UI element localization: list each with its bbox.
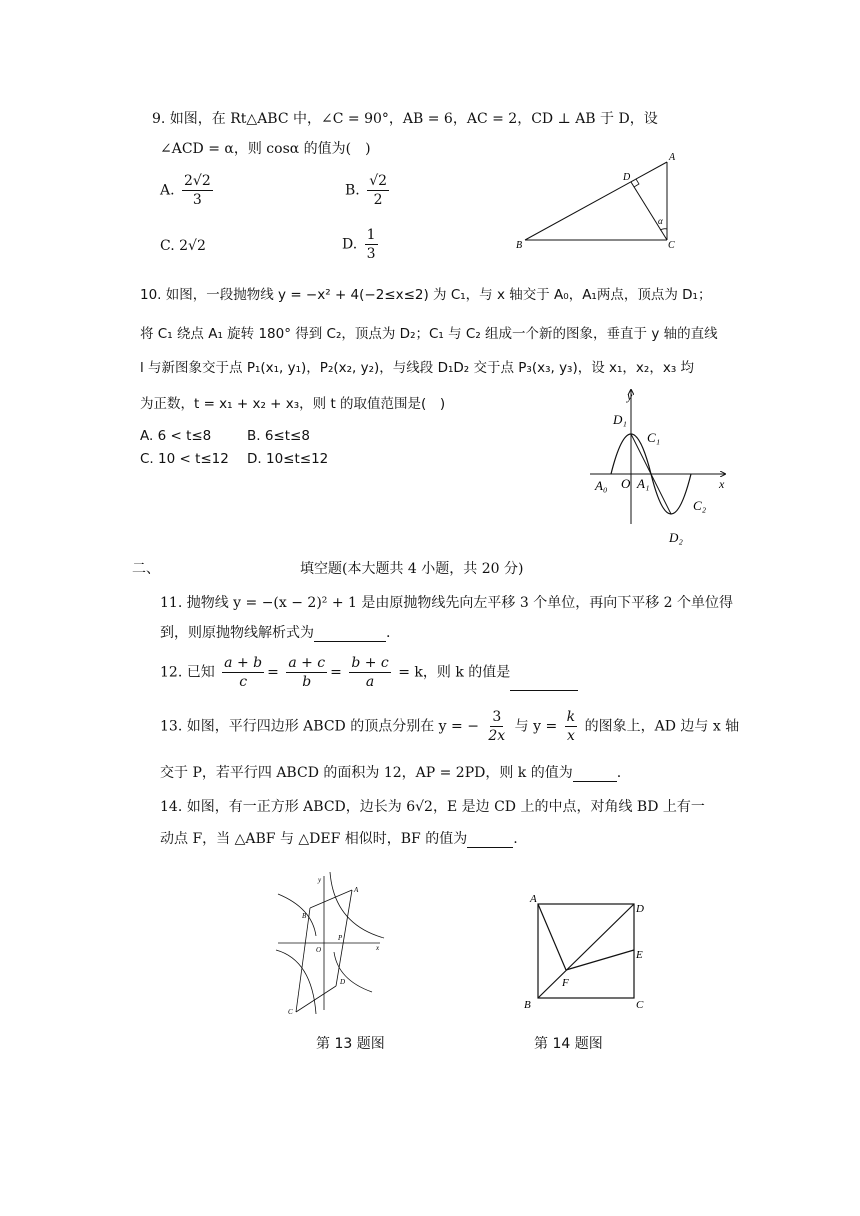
fig13-label-y: y xyxy=(318,876,322,884)
fig14-square-figure xyxy=(522,890,652,1012)
q14-line1: 14. 如图，有一正方形 ABCD，边长为 6√2，E 是边 CD 上的中点，对角线 BD 上有一 xyxy=(160,799,705,815)
q9-option-d-den: 3 xyxy=(366,246,376,262)
q10-line3: l 与新图象交于点 P₁(x₁, y₁)，P₂(x₂, y₂)，与线段 D₁D₂ 交于点 P₃(x₃, y₃)，设 x₁，x₂，x₃ 均 xyxy=(140,360,695,376)
q14-answer-blank xyxy=(467,833,513,848)
q13-answer-blank xyxy=(573,767,617,782)
q9-option-a-num: 2√2 xyxy=(184,173,211,189)
q10-option-a: A. 6 < t≤8 xyxy=(140,428,212,444)
side-ab xyxy=(525,162,667,240)
q12-f1-num: a + b xyxy=(224,655,263,671)
fig14-label-d: D xyxy=(636,903,644,915)
q10-option-d: D. 10≤t≤12 xyxy=(247,451,329,467)
q12-f3-num: b + c xyxy=(351,655,389,671)
fig13-label-a: A xyxy=(354,886,359,894)
q9-option-a-label: A. xyxy=(160,182,175,199)
q13-prefix: 13. 如图，平行四边形 ABCD 的顶点分别在 y = − xyxy=(160,718,479,735)
label-alpha: α xyxy=(658,216,663,226)
q13-line1 xyxy=(160,708,739,745)
fig14-label-b: B xyxy=(524,999,531,1011)
section2-number: 二、 xyxy=(132,561,160,577)
q9-option-c: C. 2√2 xyxy=(160,238,206,254)
label-c: C xyxy=(668,240,675,251)
q13-line2-text: 交于 P，若平行四 ABCD 的面积为 12，AP = 2PD，则 k 的值为 xyxy=(160,765,573,781)
alpha-arc xyxy=(660,229,667,230)
fig13-label-o: O xyxy=(316,946,322,954)
q13-line2: 交于 P，若平行四 ABCD 的面积为 12，AP = 2PD，则 k 的值为 . xyxy=(160,765,622,781)
fig14-caption: 第 14 题图 xyxy=(534,1036,603,1052)
q11-line1: 11. 抛物线 y = −(x − 2)² + 1 是由原抛物线先向左平移 3 个单位，再向下平移 2 个单位得 xyxy=(160,595,734,611)
q13-f1-num: 3 xyxy=(492,709,502,725)
q9-option-d-num: 1 xyxy=(366,227,376,243)
q9-option-a xyxy=(160,172,216,209)
q9-option-b-den: 2 xyxy=(373,192,383,208)
fig13-side-dc xyxy=(296,986,336,1012)
q10-option-b: B. 6≤t≤8 xyxy=(247,428,310,444)
fig13-side-cb xyxy=(296,908,310,1012)
label-a0: A₀ xyxy=(595,478,608,493)
fig13-label-x: x xyxy=(376,944,380,952)
fig13-curve-neg-q4 xyxy=(334,952,372,992)
q12-f3-den: a xyxy=(365,674,375,690)
q13-f2-den: x xyxy=(566,728,575,744)
fig13-label-c: C xyxy=(288,1008,293,1016)
q9-option-b-num: √2 xyxy=(369,173,388,189)
q13-middle: 与 y = xyxy=(514,718,558,735)
q11-line2: 到，则原抛物线解析式为 . xyxy=(160,625,391,641)
curve-c2 xyxy=(651,474,691,514)
label-d2: D₂ xyxy=(669,530,683,545)
q9-option-d-label: D. xyxy=(342,236,358,253)
fig13-label-d: D xyxy=(340,978,346,986)
q12-suffix: = k，则 k 的值是 xyxy=(398,664,511,681)
q12-f2-num: a + c xyxy=(288,655,326,671)
fig13-curve-neg-q2 xyxy=(278,894,316,936)
q13-f2-num: k xyxy=(566,709,576,725)
label-d1: D₁ xyxy=(613,412,627,427)
q12-answer-blank xyxy=(510,676,578,691)
q14-line2: 动点 F，当 △ABF 与 △DEF 相似时，BF 的值为 . xyxy=(160,831,518,847)
q12-line: 12. 已知 $\frac{a + b}{c}$ = $\frac{a + c}{b}$ = $\frac{b + c}{a}$ = k，则 k 的值是 xyxy=(160,654,578,691)
q14-line2-text: 动点 F，当 △ABF 与 △DEF 相似时，BF 的值为 xyxy=(160,831,468,847)
section2-title: 填空题(本大题共 4 小题，共 20 分) xyxy=(300,561,524,577)
q9-option-b-label: B. xyxy=(345,182,360,199)
q9-triangle-figure xyxy=(510,148,690,252)
label-d: D xyxy=(623,172,631,183)
q10-line2: 将 C₁ 绕点 A₁ 旋转 180° 得到 C₂，顶点为 D₂；C₁ 与 C₂ 组成一个新的图象，垂直于 y 轴的直线 xyxy=(140,326,718,342)
label-c2: C₂ xyxy=(693,498,707,513)
q13-suffix: 的图象上，AD 边与 x 轴 xyxy=(584,718,740,735)
fig13-label-p: P xyxy=(338,934,343,942)
altitude-cd xyxy=(631,182,667,240)
fig13-curve-k-q3 xyxy=(276,950,316,1014)
fig14-label-e: E xyxy=(636,949,643,961)
label-o: O xyxy=(621,476,631,491)
q9-line1: 9. 如图，在 Rt△ABC 中，∠C = 90°，AB = 6，AC = 2，CD ⊥ AB 于 D，设 xyxy=(152,111,658,127)
q10-line1: 10. 如图，一段抛物线 y = −x² + 4(−2≤x≤2) 为 C₁，与 x 轴交于 A₀，A₁两点，顶点为 D₁； xyxy=(140,287,712,303)
q9-option-d xyxy=(342,226,381,263)
label-a: A xyxy=(669,152,676,163)
q11-line2-text: 到，则原抛物线解析式为 xyxy=(160,625,314,641)
q12-f1-den: c xyxy=(239,674,248,690)
fig13-curve-k-q1 xyxy=(330,872,384,938)
q9-line2: ∠ACD = α，则 cosα 的值为( ) xyxy=(160,141,371,157)
fig14-label-f: F xyxy=(562,977,569,989)
label-a1: A₁ xyxy=(637,476,650,491)
label-b: B xyxy=(516,240,523,251)
fig14-segment-af xyxy=(538,904,566,970)
q13-f1-den: 2x xyxy=(488,728,506,744)
q12-prefix: 12. 已知 xyxy=(160,664,215,681)
q10-parabola-figure xyxy=(585,382,745,550)
q12-f2-den: b xyxy=(302,674,312,690)
fig13-side-ba xyxy=(310,890,352,908)
label-c1: C₁ xyxy=(647,430,661,445)
fig13-hyperbola-parallelogram xyxy=(272,868,388,1016)
fig14-label-c: C xyxy=(636,999,644,1011)
q10-option-c: C. 10 < t≤12 xyxy=(140,451,229,467)
q11-answer-blank xyxy=(314,627,386,642)
label-x: x xyxy=(719,477,725,491)
q9-option-b xyxy=(345,172,392,209)
fig13-label-b: B xyxy=(302,912,307,920)
q9-option-a-den: 3 xyxy=(192,192,202,208)
label-y: y xyxy=(627,389,633,403)
fig13-caption: 第 13 题图 xyxy=(316,1036,385,1052)
q10-line4: 为正数，t = x₁ + x₂ + x₃，则 t 的取值范围是( ) xyxy=(140,396,446,412)
fig14-diagonal-bd xyxy=(538,904,634,998)
fig14-label-a: A xyxy=(530,893,537,905)
